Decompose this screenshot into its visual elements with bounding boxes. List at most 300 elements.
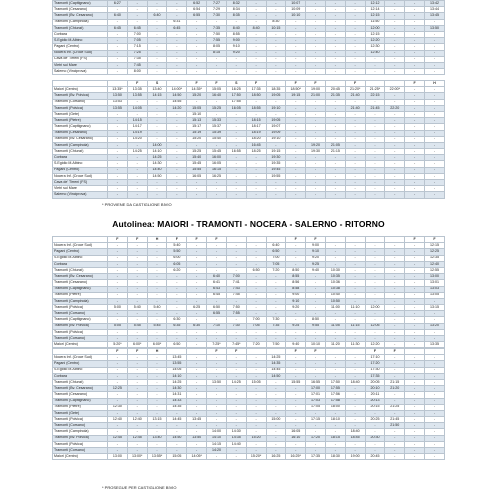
- time-cell: -: [108, 118, 128, 124]
- time-cell: -: [167, 311, 187, 317]
- time-cell: -: [286, 441, 306, 447]
- time-cell: -: [167, 118, 187, 124]
- time-cell: -: [385, 38, 405, 44]
- time-cell: -: [405, 7, 425, 13]
- time-cell: -: [167, 336, 187, 342]
- time-cell: -: [266, 435, 286, 441]
- time-cell: -: [345, 292, 365, 298]
- time-cell: -: [246, 448, 266, 454]
- time-cell: 21:45: [365, 105, 385, 111]
- time-cell: -: [266, 448, 286, 454]
- time-cell: 13:15: [425, 305, 445, 311]
- time-cell: 6:00: [167, 255, 187, 261]
- time-cell: -: [187, 267, 207, 273]
- time-cell: 19:35: [266, 161, 286, 167]
- time-cell: -: [365, 99, 385, 105]
- time-cell: -: [345, 38, 365, 44]
- time-cell: -: [207, 367, 227, 373]
- table-row: [53, 342, 445, 348]
- time-cell: -: [147, 336, 167, 342]
- time-cell: -: [266, 274, 286, 280]
- time-cell: 15:45: [187, 161, 207, 167]
- time-cell: -: [127, 386, 147, 392]
- time-cell: -: [405, 305, 425, 311]
- time-cell: 21:35: [325, 93, 345, 99]
- time-cell: -: [266, 180, 286, 186]
- time-cell: 18:50*: [286, 87, 306, 93]
- time-cell: -: [345, 62, 365, 68]
- stop-name: Tramonti (Campinola): [53, 19, 108, 25]
- header-cell: F: [187, 81, 207, 87]
- time-cell: -: [325, 423, 345, 429]
- time-cell: -: [286, 404, 306, 410]
- time-cell: -: [147, 298, 167, 304]
- time-cell: 6:40: [108, 13, 128, 19]
- time-cell: -: [207, 329, 227, 335]
- time-cell: 19:30: [306, 149, 326, 155]
- time-cell: 6:30: [187, 323, 207, 329]
- time-cell: -: [345, 441, 365, 447]
- time-cell: 18:19: [246, 130, 266, 136]
- time-cell: -: [425, 50, 445, 56]
- stop-name: Nocera Inf. (Croce Sud): [53, 243, 108, 249]
- time-cell: -: [286, 136, 306, 142]
- time-cell: 21:45: [385, 417, 405, 423]
- time-cell: -: [207, 392, 227, 398]
- time-cell: -: [187, 311, 207, 317]
- time-cell: -: [127, 186, 147, 192]
- time-cell: -: [365, 336, 385, 342]
- time-cell: -: [425, 441, 445, 447]
- time-cell: -: [246, 50, 266, 56]
- timetable-block-andata-morning: [52, 0, 445, 75]
- time-cell: -: [187, 69, 207, 75]
- time-cell: 19:15: [266, 149, 286, 155]
- time-cell: -: [246, 429, 266, 435]
- time-cell: -: [385, 355, 405, 361]
- time-cell: -: [306, 367, 326, 373]
- time-cell: -: [286, 142, 306, 148]
- time-cell: -: [345, 99, 365, 105]
- time-cell: -: [325, 336, 345, 342]
- time-cell: 7:25*: [207, 342, 227, 348]
- time-cell: -: [108, 31, 128, 37]
- time-cell: -: [246, 1, 266, 7]
- stop-name: Tramonti (Polvica): [53, 329, 108, 335]
- time-cell: -: [167, 192, 187, 198]
- time-cell: -: [405, 342, 425, 348]
- time-cell: -: [108, 38, 128, 44]
- time-cell: 9:20: [306, 255, 326, 261]
- time-cell: -: [345, 161, 365, 167]
- time-cell: -: [187, 367, 207, 373]
- time-cell: 5:40: [167, 243, 187, 249]
- time-cell: 14:50: [167, 93, 187, 99]
- time-cell: 14:35: [266, 361, 286, 367]
- time-cell: 17:55: [226, 99, 246, 105]
- stop-name: Corbara: [53, 261, 108, 267]
- time-cell: -: [325, 180, 345, 186]
- time-cell: -: [108, 355, 128, 361]
- time-cell: -: [365, 149, 385, 155]
- time-cell: 9:00: [286, 292, 306, 298]
- time-cell: -: [127, 111, 147, 117]
- time-cell: -: [127, 361, 147, 367]
- time-cell: -: [147, 410, 167, 416]
- time-cell: -: [365, 423, 385, 429]
- time-cell: 17:20: [365, 361, 385, 367]
- time-cell: 8:34: [226, 7, 246, 13]
- time-cell: -: [246, 441, 266, 447]
- time-cell: 17:01: [306, 392, 326, 398]
- time-cell: 14:33: [167, 398, 187, 404]
- timetable-table: [52, 80, 445, 199]
- time-cell: -: [147, 69, 167, 75]
- time-cell: 22:00*: [385, 87, 405, 93]
- time-cell: -: [246, 19, 266, 25]
- time-cell: -: [226, 386, 246, 392]
- time-cell: 9:25: [306, 261, 326, 267]
- time-cell: -: [207, 361, 227, 367]
- time-cell: -: [108, 69, 128, 75]
- time-cell: -: [187, 249, 207, 255]
- time-cell: 9:10: [226, 44, 246, 50]
- time-cell: 14:50: [167, 435, 187, 441]
- time-cell: -: [385, 13, 405, 19]
- time-cell: 15:55: [286, 379, 306, 385]
- time-cell: -: [167, 13, 187, 19]
- time-cell: -: [405, 105, 425, 111]
- time-cell: -: [325, 243, 345, 249]
- time-cell: -: [345, 398, 365, 404]
- time-cell: -: [266, 423, 286, 429]
- time-cell: -: [385, 44, 405, 50]
- time-cell: -: [246, 161, 266, 167]
- time-cell: -: [187, 404, 207, 410]
- time-cell: 20:11: [365, 392, 385, 398]
- time-cell: -: [306, 25, 326, 31]
- time-cell: -: [405, 355, 425, 361]
- time-cell: -: [187, 329, 207, 335]
- stop-name: Tramonti (Bv. Cesarano): [53, 136, 108, 142]
- time-cell: 12:15: [365, 13, 385, 19]
- time-cell: -: [127, 7, 147, 13]
- time-cell: -: [385, 261, 405, 267]
- time-cell: 20:13: [365, 398, 385, 404]
- time-cell: -: [207, 99, 227, 105]
- time-cell: 6:20: [167, 267, 187, 273]
- time-cell: -: [108, 336, 128, 342]
- time-cell: 7:10: [207, 323, 227, 329]
- time-cell: -: [226, 454, 246, 460]
- stop-name: Nocera Inf. (Croce Sud): [53, 50, 108, 56]
- time-cell: -: [385, 274, 405, 280]
- time-cell: -: [108, 298, 128, 304]
- time-cell: -: [226, 136, 246, 142]
- time-cell: -: [325, 186, 345, 192]
- time-cell: -: [127, 398, 147, 404]
- time-cell: -: [246, 62, 266, 68]
- time-cell: 14:15: [207, 441, 227, 447]
- time-cell: -: [306, 292, 326, 298]
- time-cell: -: [425, 56, 445, 62]
- time-cell: -: [226, 361, 246, 367]
- time-cell: -: [246, 173, 266, 179]
- time-cell: -: [345, 25, 365, 31]
- time-cell: 6:00*: [127, 342, 147, 348]
- time-cell: -: [425, 404, 445, 410]
- stop-name: Tramonti (Bv. Polvica): [53, 323, 108, 329]
- time-cell: -: [365, 317, 385, 323]
- time-cell: -: [187, 336, 207, 342]
- header-cell: F: [127, 81, 147, 87]
- time-cell: -: [226, 249, 246, 255]
- time-cell: -: [108, 448, 128, 454]
- time-cell: -: [325, 173, 345, 179]
- time-cell: -: [306, 274, 326, 280]
- time-cell: -: [167, 173, 187, 179]
- time-cell: -: [286, 398, 306, 404]
- time-cell: -: [127, 167, 147, 173]
- time-cell: 14:45: [167, 417, 187, 423]
- time-cell: -: [147, 261, 167, 267]
- time-cell: -: [167, 298, 187, 304]
- table-row: [53, 454, 445, 460]
- time-cell: -: [345, 7, 365, 13]
- time-cell: 15:25: [207, 105, 227, 111]
- time-cell: -: [108, 167, 128, 173]
- time-cell: -: [147, 7, 167, 13]
- time-cell: -: [365, 69, 385, 75]
- time-cell: -: [207, 69, 227, 75]
- time-cell: 20:45: [365, 454, 385, 460]
- time-cell: -: [286, 329, 306, 335]
- time-cell: -: [187, 355, 207, 361]
- time-cell: -: [167, 280, 187, 286]
- time-cell: -: [266, 50, 286, 56]
- stop-name: Pagani (Centro): [53, 361, 108, 367]
- time-cell: -: [226, 62, 246, 68]
- time-cell: -: [405, 99, 425, 105]
- time-cell: 19:10: [266, 136, 286, 142]
- time-cell: -: [385, 124, 405, 130]
- time-cell: -: [325, 255, 345, 261]
- time-cell: -: [127, 441, 147, 447]
- time-cell: 6:45: [207, 292, 227, 298]
- time-cell: 13:45: [187, 417, 207, 423]
- time-cell: -: [345, 149, 365, 155]
- time-cell: -: [147, 25, 167, 31]
- time-cell: -: [345, 111, 365, 117]
- time-cell: -: [187, 192, 207, 198]
- time-cell: -: [286, 355, 306, 361]
- time-cell: 10:40: [325, 292, 345, 298]
- time-cell: 21:15: [385, 379, 405, 385]
- time-cell: -: [306, 329, 326, 335]
- time-cell: 8:55: [286, 274, 306, 280]
- time-cell: -: [147, 311, 167, 317]
- time-cell: -: [385, 323, 405, 329]
- time-cell: -: [345, 192, 365, 198]
- time-cell: -: [325, 111, 345, 117]
- time-cell: 10:35: [325, 274, 345, 280]
- time-cell: -: [405, 298, 425, 304]
- time-cell: -: [147, 398, 167, 404]
- time-cell: -: [167, 31, 187, 37]
- time-cell: 20:25: [365, 417, 385, 423]
- time-cell: 6:50: [167, 342, 187, 348]
- time-cell: -: [147, 180, 167, 186]
- time-cell: -: [425, 454, 445, 460]
- time-cell: -: [306, 355, 326, 361]
- footnote-origin: * PROVIENE DA CASTIGLIONE BIVIO: [102, 202, 172, 207]
- time-cell: 18:20: [246, 136, 266, 142]
- time-cell: -: [405, 118, 425, 124]
- time-cell: -: [167, 410, 187, 416]
- time-cell: -: [127, 298, 147, 304]
- stop-name: Tramonti (Chiunzi): [53, 25, 108, 31]
- time-cell: -: [385, 305, 405, 311]
- time-cell: -: [187, 31, 207, 37]
- time-cell: -: [286, 62, 306, 68]
- time-cell: -: [167, 429, 187, 435]
- time-cell: 16:40: [207, 93, 227, 99]
- time-cell: -: [345, 19, 365, 25]
- time-cell: -: [385, 286, 405, 292]
- stop-name: Vietri sul Mare: [53, 62, 108, 68]
- time-cell: -: [108, 280, 128, 286]
- time-cell: -: [187, 373, 207, 379]
- time-cell: 14:31: [167, 392, 187, 398]
- time-cell: -: [127, 274, 147, 280]
- time-cell: -: [286, 105, 306, 111]
- time-cell: 8:56: [286, 280, 306, 286]
- time-cell: 18:25: [246, 149, 266, 155]
- time-cell: -: [187, 25, 207, 31]
- time-cell: -: [226, 243, 246, 249]
- time-cell: -: [108, 44, 128, 50]
- time-cell: 14:25: [266, 355, 286, 361]
- time-cell: 13:01: [425, 280, 445, 286]
- time-cell: 14:15: [147, 93, 167, 99]
- time-cell: 5:20*: [108, 342, 128, 348]
- time-cell: -: [266, 404, 286, 410]
- time-cell: -: [306, 130, 326, 136]
- time-cell: 5:00: [108, 305, 128, 311]
- time-cell: -: [147, 448, 167, 454]
- route-title: Autolinea: MAIORI - TRAMONTI - NOCERA - SALERNO - RITORNO: [112, 219, 385, 229]
- time-cell: -: [266, 292, 286, 298]
- time-cell: -: [425, 429, 445, 435]
- time-cell: -: [127, 19, 147, 25]
- time-cell: -: [147, 255, 167, 261]
- time-cell: -: [108, 373, 128, 379]
- time-cell: -: [306, 448, 326, 454]
- time-cell: -: [306, 111, 326, 117]
- time-cell: -: [425, 130, 445, 136]
- stop-name: Tramonti (Polvica): [53, 105, 108, 111]
- time-cell: -: [266, 329, 286, 335]
- time-cell: -: [425, 298, 445, 304]
- stop-name: Tramonti (Cesarano): [53, 7, 108, 13]
- header-cell: F: [425, 237, 445, 243]
- time-cell: 13:50: [425, 25, 445, 31]
- time-cell: -: [306, 429, 326, 435]
- time-cell: -: [147, 1, 167, 7]
- header-cell: F: [207, 81, 227, 87]
- time-cell: -: [286, 31, 306, 37]
- time-cell: -: [405, 111, 425, 117]
- time-cell: -: [325, 155, 345, 161]
- time-cell: -: [286, 124, 306, 130]
- time-cell: -: [108, 124, 128, 130]
- table-row: [53, 192, 445, 198]
- time-cell: -: [365, 142, 385, 148]
- time-cell: -: [345, 1, 365, 7]
- time-cell: 20:30: [365, 435, 385, 441]
- time-cell: 6:40: [266, 243, 286, 249]
- time-cell: -: [385, 25, 405, 31]
- time-cell: -: [325, 130, 345, 136]
- time-cell: -: [147, 280, 167, 286]
- time-cell: -: [325, 99, 345, 105]
- time-cell: 11:20: [325, 342, 345, 348]
- time-cell: -: [207, 386, 227, 392]
- header-cell: F: [405, 237, 425, 243]
- time-cell: -: [226, 317, 246, 323]
- time-cell: 13:45: [167, 355, 187, 361]
- time-cell: -: [286, 161, 306, 167]
- time-cell: -: [246, 31, 266, 37]
- time-cell: 7:20: [266, 267, 286, 273]
- time-cell: 5:45: [147, 323, 167, 329]
- time-cell: -: [266, 1, 286, 7]
- time-cell: -: [405, 336, 425, 342]
- time-cell: -: [108, 410, 128, 416]
- time-cell: -: [425, 111, 445, 117]
- stop-name: S.Egidio M.Albino: [53, 367, 108, 373]
- time-cell: -: [207, 423, 227, 429]
- time-cell: -: [266, 429, 286, 435]
- time-cell: -: [345, 373, 365, 379]
- time-cell: -: [147, 31, 167, 37]
- time-cell: -: [167, 423, 187, 429]
- header-cell: F: [286, 81, 306, 87]
- time-cell: -: [345, 69, 365, 75]
- time-cell: -: [127, 429, 147, 435]
- time-cell: -: [286, 249, 306, 255]
- time-cell: -: [167, 448, 187, 454]
- time-cell: -: [286, 149, 306, 155]
- time-cell: -: [345, 392, 365, 398]
- stop-name: Tramonti (Gete): [53, 111, 108, 117]
- time-cell: 17:50: [226, 93, 246, 99]
- time-cell: -: [207, 336, 227, 342]
- time-cell: 13:55: [127, 93, 147, 99]
- time-cell: -: [108, 423, 128, 429]
- time-cell: -: [187, 398, 207, 404]
- time-cell: 6:50: [246, 267, 266, 273]
- time-cell: 17:58: [325, 398, 345, 404]
- time-cell: 6:45: [127, 25, 147, 31]
- time-cell: 15:05: [187, 105, 207, 111]
- time-cell: -: [405, 292, 425, 298]
- time-cell: -: [345, 336, 365, 342]
- time-cell: -: [286, 386, 306, 392]
- time-cell: -: [266, 398, 286, 404]
- time-cell: -: [306, 280, 326, 286]
- timetable-block-ritorno-afternoon: [52, 348, 445, 460]
